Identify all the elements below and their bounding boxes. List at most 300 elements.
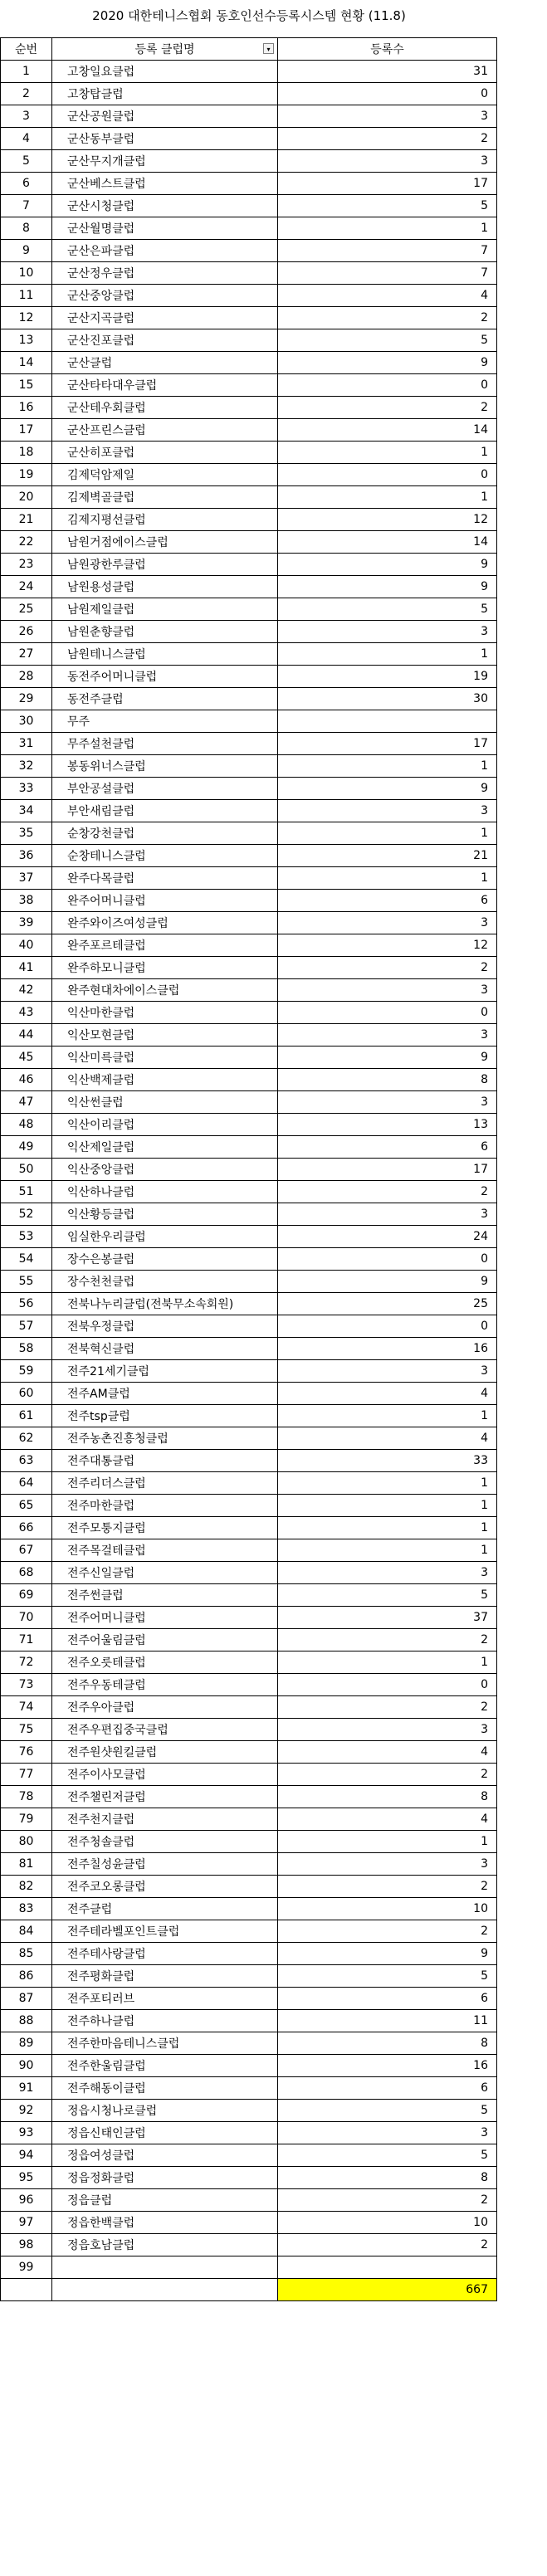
row-num: 85	[1, 1943, 52, 1965]
row-count: 25	[278, 1293, 497, 1315]
row-num: 24	[1, 576, 52, 598]
table-row	[1, 464, 497, 486]
row-num: 87	[1, 1988, 52, 2010]
table-row	[1, 1091, 497, 1114]
row-num: 53	[1, 1226, 52, 1248]
row-count: 1	[278, 217, 497, 240]
table-row	[1, 2167, 497, 2189]
table-row	[1, 934, 497, 957]
row-num: 70	[1, 1607, 52, 1629]
row-num: 64	[1, 1472, 52, 1495]
row-num: 41	[1, 957, 52, 979]
table-row	[1, 1943, 497, 1965]
row-club-name: 군산동부클럽	[52, 128, 278, 150]
row-count: 4	[278, 1741, 497, 1764]
row-num: 26	[1, 621, 52, 643]
row-count: 2	[278, 307, 497, 329]
row-num: 17	[1, 419, 52, 442]
table-row	[1, 912, 497, 934]
row-count: 3	[278, 1024, 497, 1046]
row-count: 3	[278, 2122, 497, 2144]
row-num: 72	[1, 1651, 52, 1674]
table-row	[1, 307, 497, 329]
row-club-name: 전주클럽	[52, 1898, 278, 1920]
table-row	[1, 1876, 497, 1898]
table-row	[1, 173, 497, 195]
table-row	[1, 688, 497, 710]
row-count: 8	[278, 2032, 497, 2055]
row-club-name: 전주농촌진흥청클럽	[52, 1427, 278, 1450]
row-club-name: 정읍한백클럽	[52, 2212, 278, 2234]
row-count: 10	[278, 1898, 497, 1920]
club-registration-table	[0, 37, 497, 2301]
row-club-name: 익산중앙클럽	[52, 1159, 278, 1181]
row-count: 0	[278, 374, 497, 397]
row-count: 8	[278, 1786, 497, 1808]
row-count: 9	[278, 778, 497, 800]
row-club-name: 군산무지개클럽	[52, 150, 278, 173]
row-count: 9	[278, 1046, 497, 1069]
total-num-cell	[1, 2279, 52, 2301]
table-row	[1, 486, 497, 509]
row-club-name: 남원제일클럽	[52, 598, 278, 621]
row-count: 2	[278, 1764, 497, 1786]
row-club-name: 전주코오롱클럽	[52, 1876, 278, 1898]
row-count	[278, 710, 497, 733]
row-club-name: 정읍클럽	[52, 2189, 278, 2212]
row-club-name: 전주우아클럽	[52, 1696, 278, 1719]
row-num: 55	[1, 1271, 52, 1293]
row-club-name: 전주테라벨포인트클럽	[52, 1920, 278, 1943]
row-num: 97	[1, 2212, 52, 2234]
row-num: 21	[1, 509, 52, 531]
row-club-name: 전북혁신클럽	[52, 1338, 278, 1360]
row-club-name: 전주오릇테클럽	[52, 1651, 278, 1674]
row-club-name: 정읍여성클럽	[52, 2144, 278, 2167]
row-club-name: 김제덕암제일	[52, 464, 278, 486]
total-count: 667	[278, 2279, 497, 2301]
row-club-name: 완주현대차에이스클럽	[52, 979, 278, 1002]
row-club-name: 전주청솔클럽	[52, 1831, 278, 1853]
table-row	[1, 1159, 497, 1181]
row-club-name: 전주하나클럽	[52, 2010, 278, 2032]
table-row	[1, 1786, 497, 1808]
row-num: 83	[1, 1898, 52, 1920]
table-row	[1, 1069, 497, 1091]
row-num: 30	[1, 710, 52, 733]
row-club-name: 전주포티러브	[52, 1988, 278, 2010]
header-club-name	[52, 38, 278, 61]
row-num: 76	[1, 1741, 52, 1764]
table-row	[1, 128, 497, 150]
table-row	[1, 1472, 497, 1495]
row-num: 65	[1, 1495, 52, 1517]
row-club-name: 전주이사모클럽	[52, 1764, 278, 1786]
table-row	[1, 2234, 497, 2256]
row-club-name: 부안새림클럽	[52, 800, 278, 822]
row-num: 36	[1, 845, 52, 867]
table-row	[1, 1360, 497, 1383]
table-row	[1, 1405, 497, 1427]
table-row	[1, 329, 497, 352]
row-num: 45	[1, 1046, 52, 1069]
row-club-name: 동전주클럽	[52, 688, 278, 710]
row-count: 3	[278, 1360, 497, 1383]
row-num: 82	[1, 1876, 52, 1898]
row-club-name: 군산정우클럽	[52, 262, 278, 285]
table-row	[1, 2256, 497, 2279]
table-row	[1, 1427, 497, 1450]
row-num: 22	[1, 531, 52, 554]
row-num: 62	[1, 1427, 52, 1450]
table-row	[1, 2100, 497, 2122]
table-row	[1, 576, 497, 598]
table-row	[1, 150, 497, 173]
row-num: 31	[1, 733, 52, 755]
row-club-name: 전주목걸테클럽	[52, 1539, 278, 1562]
table-row	[1, 1136, 497, 1159]
row-num: 66	[1, 1517, 52, 1539]
table-row	[1, 1226, 497, 1248]
row-num: 69	[1, 1584, 52, 1607]
row-count: 1	[278, 486, 497, 509]
row-num: 74	[1, 1696, 52, 1719]
row-count: 17	[278, 1159, 497, 1181]
table-row	[1, 1315, 497, 1338]
table-row	[1, 61, 497, 83]
table-row	[1, 1024, 497, 1046]
table-row	[1, 1046, 497, 1069]
row-club-name: 정읍호남클럽	[52, 2234, 278, 2256]
table-row	[1, 1920, 497, 1943]
row-num: 95	[1, 2167, 52, 2189]
table-row	[1, 1338, 497, 1360]
row-num: 23	[1, 554, 52, 576]
row-count: 3	[278, 621, 497, 643]
row-count: 5	[278, 1584, 497, 1607]
total-name-cell	[52, 2279, 278, 2301]
row-num: 33	[1, 778, 52, 800]
row-count: 17	[278, 173, 497, 195]
row-count: 1	[278, 1472, 497, 1495]
row-num: 68	[1, 1562, 52, 1584]
row-num: 60	[1, 1383, 52, 1405]
row-count: 14	[278, 419, 497, 442]
row-num: 20	[1, 486, 52, 509]
table-row	[1, 1203, 497, 1226]
row-num: 79	[1, 1808, 52, 1831]
table-row	[1, 1674, 497, 1696]
row-count: 24	[278, 1226, 497, 1248]
row-num: 13	[1, 329, 52, 352]
table-row	[1, 105, 497, 128]
row-num: 92	[1, 2100, 52, 2122]
row-count: 5	[278, 2100, 497, 2122]
table-row	[1, 2032, 497, 2055]
row-club-name: 전주천지클럽	[52, 1808, 278, 1831]
row-club-name: 정읍신태인클럽	[52, 2122, 278, 2144]
table-row	[1, 1450, 497, 1472]
row-num: 93	[1, 2122, 52, 2144]
table-row	[1, 1965, 497, 1988]
row-club-name: 군산중앙클럽	[52, 285, 278, 307]
row-club-name: 전주칠성윤클럽	[52, 1853, 278, 1876]
row-club-name: 군산베스트클럽	[52, 173, 278, 195]
row-count: 31	[278, 61, 497, 83]
row-club-name: 완주포르테클럽	[52, 934, 278, 957]
row-club-name: 남원춘향클럽	[52, 621, 278, 643]
row-count: 0	[278, 1002, 497, 1024]
row-count: 1	[278, 1539, 497, 1562]
row-num: 75	[1, 1719, 52, 1741]
table-row	[1, 1898, 497, 1920]
row-num: 43	[1, 1002, 52, 1024]
row-num: 47	[1, 1091, 52, 1114]
table-row	[1, 867, 497, 890]
table-row	[1, 1114, 497, 1136]
row-count: 2	[278, 1629, 497, 1651]
row-count: 5	[278, 329, 497, 352]
row-count: 4	[278, 1383, 497, 1405]
row-count: 2	[278, 2189, 497, 2212]
row-club-name: 군산지곡클럽	[52, 307, 278, 329]
row-num: 1	[1, 61, 52, 83]
table-row	[1, 262, 497, 285]
row-count: 1	[278, 1831, 497, 1853]
table-row	[1, 2077, 497, 2100]
row-num: 5	[1, 150, 52, 173]
row-num: 98	[1, 2234, 52, 2256]
row-club-name: 군산월명클럽	[52, 217, 278, 240]
row-club-name: 부안공설클럽	[52, 778, 278, 800]
table-row	[1, 2055, 497, 2077]
table-row	[1, 957, 497, 979]
row-count: 0	[278, 1248, 497, 1271]
table-row	[1, 598, 497, 621]
row-count: 5	[278, 195, 497, 217]
row-club-name: 고창일요클럽	[52, 61, 278, 83]
row-club-name: 전주한울림클럽	[52, 2055, 278, 2077]
row-count: 30	[278, 688, 497, 710]
row-club-name: 무주	[52, 710, 278, 733]
table-row	[1, 419, 497, 442]
row-num: 9	[1, 240, 52, 262]
dropdown-filter-icon[interactable]: ▾	[263, 43, 274, 54]
table-row	[1, 83, 497, 105]
table-row	[1, 1831, 497, 1853]
row-count: 2	[278, 1181, 497, 1203]
row-club-name: 전주어머니클럽	[52, 1607, 278, 1629]
row-num: 86	[1, 1965, 52, 1988]
row-count: 16	[278, 1338, 497, 1360]
row-num: 25	[1, 598, 52, 621]
row-count: 2	[278, 128, 497, 150]
row-count: 0	[278, 464, 497, 486]
header-num: 순번	[1, 38, 52, 61]
table-row	[1, 195, 497, 217]
row-club-name: 무주설천클럽	[52, 733, 278, 755]
table-row	[1, 397, 497, 419]
row-num: 49	[1, 1136, 52, 1159]
row-num: 78	[1, 1786, 52, 1808]
table-row	[1, 890, 497, 912]
row-num: 44	[1, 1024, 52, 1046]
table-row	[1, 666, 497, 688]
row-count: 16	[278, 2055, 497, 2077]
row-club-name: 익산마한클럽	[52, 1002, 278, 1024]
row-num: 19	[1, 464, 52, 486]
row-club-name: 전주모퉁지클럽	[52, 1517, 278, 1539]
row-num: 38	[1, 890, 52, 912]
row-club-name: 전주tsp클럽	[52, 1405, 278, 1427]
row-num: 77	[1, 1764, 52, 1786]
row-num: 63	[1, 1450, 52, 1472]
row-count: 1	[278, 1517, 497, 1539]
row-count: 6	[278, 890, 497, 912]
table-row	[1, 1853, 497, 1876]
row-count: 4	[278, 1427, 497, 1450]
row-num: 54	[1, 1248, 52, 1271]
table-row	[1, 1764, 497, 1786]
row-num: 91	[1, 2077, 52, 2100]
row-count: 3	[278, 1203, 497, 1226]
row-num: 29	[1, 688, 52, 710]
row-num: 89	[1, 2032, 52, 2055]
row-club-name: 익산모현클럽	[52, 1024, 278, 1046]
table-row	[1, 2189, 497, 2212]
row-club-name: 정읍정화클럽	[52, 2167, 278, 2189]
row-num: 46	[1, 1069, 52, 1091]
row-num: 3	[1, 105, 52, 128]
row-count: 4	[278, 285, 497, 307]
row-club-name: 군산클럽	[52, 352, 278, 374]
row-count: 2	[278, 1920, 497, 1943]
table-row	[1, 1495, 497, 1517]
row-num: 28	[1, 666, 52, 688]
row-count: 1	[278, 1651, 497, 1674]
row-club-name: 순창강천클럽	[52, 822, 278, 845]
table-row	[1, 554, 497, 576]
row-count: 3	[278, 105, 497, 128]
row-club-name: 장수은봉클럽	[52, 1248, 278, 1271]
row-club-name: 익산제일클럽	[52, 1136, 278, 1159]
row-num: 67	[1, 1539, 52, 1562]
row-club-name: 임실한우리클럽	[52, 1226, 278, 1248]
row-count: 3	[278, 800, 497, 822]
row-count: 1	[278, 755, 497, 778]
row-club-name: 군산진포클럽	[52, 329, 278, 352]
table-row	[1, 1293, 497, 1315]
row-count: 2	[278, 2234, 497, 2256]
row-club-name: 전주신일클럽	[52, 1562, 278, 1584]
table-row	[1, 1181, 497, 1203]
row-num: 84	[1, 1920, 52, 1943]
row-count: 3	[278, 150, 497, 173]
row-count	[278, 2256, 497, 2279]
row-num: 32	[1, 755, 52, 778]
table-row	[1, 2212, 497, 2234]
row-count: 12	[278, 934, 497, 957]
row-num: 88	[1, 2010, 52, 2032]
row-num: 8	[1, 217, 52, 240]
header-row	[1, 38, 497, 61]
row-club-name: 완주다목클럽	[52, 867, 278, 890]
row-count: 17	[278, 733, 497, 755]
row-num: 48	[1, 1114, 52, 1136]
row-count: 9	[278, 576, 497, 598]
row-club-name: 군산은파클럽	[52, 240, 278, 262]
row-count: 13	[278, 1114, 497, 1136]
row-num: 16	[1, 397, 52, 419]
table-row	[1, 1584, 497, 1607]
row-club-name: 전주챌린저클럽	[52, 1786, 278, 1808]
row-count: 7	[278, 240, 497, 262]
row-club-name: 남원광한루클럽	[52, 554, 278, 576]
row-club-name: 전주테사랑클럽	[52, 1943, 278, 1965]
row-num: 39	[1, 912, 52, 934]
row-club-name: 전주우동테클럽	[52, 1674, 278, 1696]
row-num: 59	[1, 1360, 52, 1383]
row-num: 52	[1, 1203, 52, 1226]
row-club-name: 군산공원클럽	[52, 105, 278, 128]
table-row	[1, 845, 497, 867]
row-count: 21	[278, 845, 497, 867]
row-num: 6	[1, 173, 52, 195]
row-club-name: 전북나누리클럽(전북무소속회원)	[52, 1293, 278, 1315]
row-club-name: 군산타타대우클럽	[52, 374, 278, 397]
row-club-name: 남원용성클럽	[52, 576, 278, 598]
row-club-name: 익산미륵클럽	[52, 1046, 278, 1069]
row-club-name	[52, 2256, 278, 2279]
row-count: 9	[278, 352, 497, 374]
table-row	[1, 733, 497, 755]
row-num: 40	[1, 934, 52, 957]
row-club-name: 군산테우회클럽	[52, 397, 278, 419]
row-num: 7	[1, 195, 52, 217]
table-row	[1, 1271, 497, 1293]
table-row	[1, 1539, 497, 1562]
table-row	[1, 2144, 497, 2167]
row-count: 1	[278, 822, 497, 845]
row-club-name: 정읍시청나로클럽	[52, 2100, 278, 2122]
table-row	[1, 1248, 497, 1271]
row-num: 18	[1, 442, 52, 464]
row-club-name: 군산프린스클럽	[52, 419, 278, 442]
row-num: 10	[1, 262, 52, 285]
row-club-name: 전북우정클럽	[52, 1315, 278, 1338]
row-num: 71	[1, 1629, 52, 1651]
row-club-name: 전주썬클럽	[52, 1584, 278, 1607]
table-row	[1, 979, 497, 1002]
row-club-name: 완주하모니클럽	[52, 957, 278, 979]
row-count: 7	[278, 262, 497, 285]
row-count: 12	[278, 509, 497, 531]
row-club-name: 전주마한클럽	[52, 1495, 278, 1517]
row-count: 2	[278, 397, 497, 419]
row-num: 4	[1, 128, 52, 150]
row-count: 0	[278, 83, 497, 105]
table-row	[1, 1002, 497, 1024]
row-club-name: 군산히포클럽	[52, 442, 278, 464]
row-club-name: 고창탑클럽	[52, 83, 278, 105]
row-count: 0	[278, 1315, 497, 1338]
row-count: 3	[278, 1719, 497, 1741]
table-row	[1, 2122, 497, 2144]
table-row	[1, 374, 497, 397]
row-count: 9	[278, 1271, 497, 1293]
row-count: 5	[278, 598, 497, 621]
table-row	[1, 285, 497, 307]
